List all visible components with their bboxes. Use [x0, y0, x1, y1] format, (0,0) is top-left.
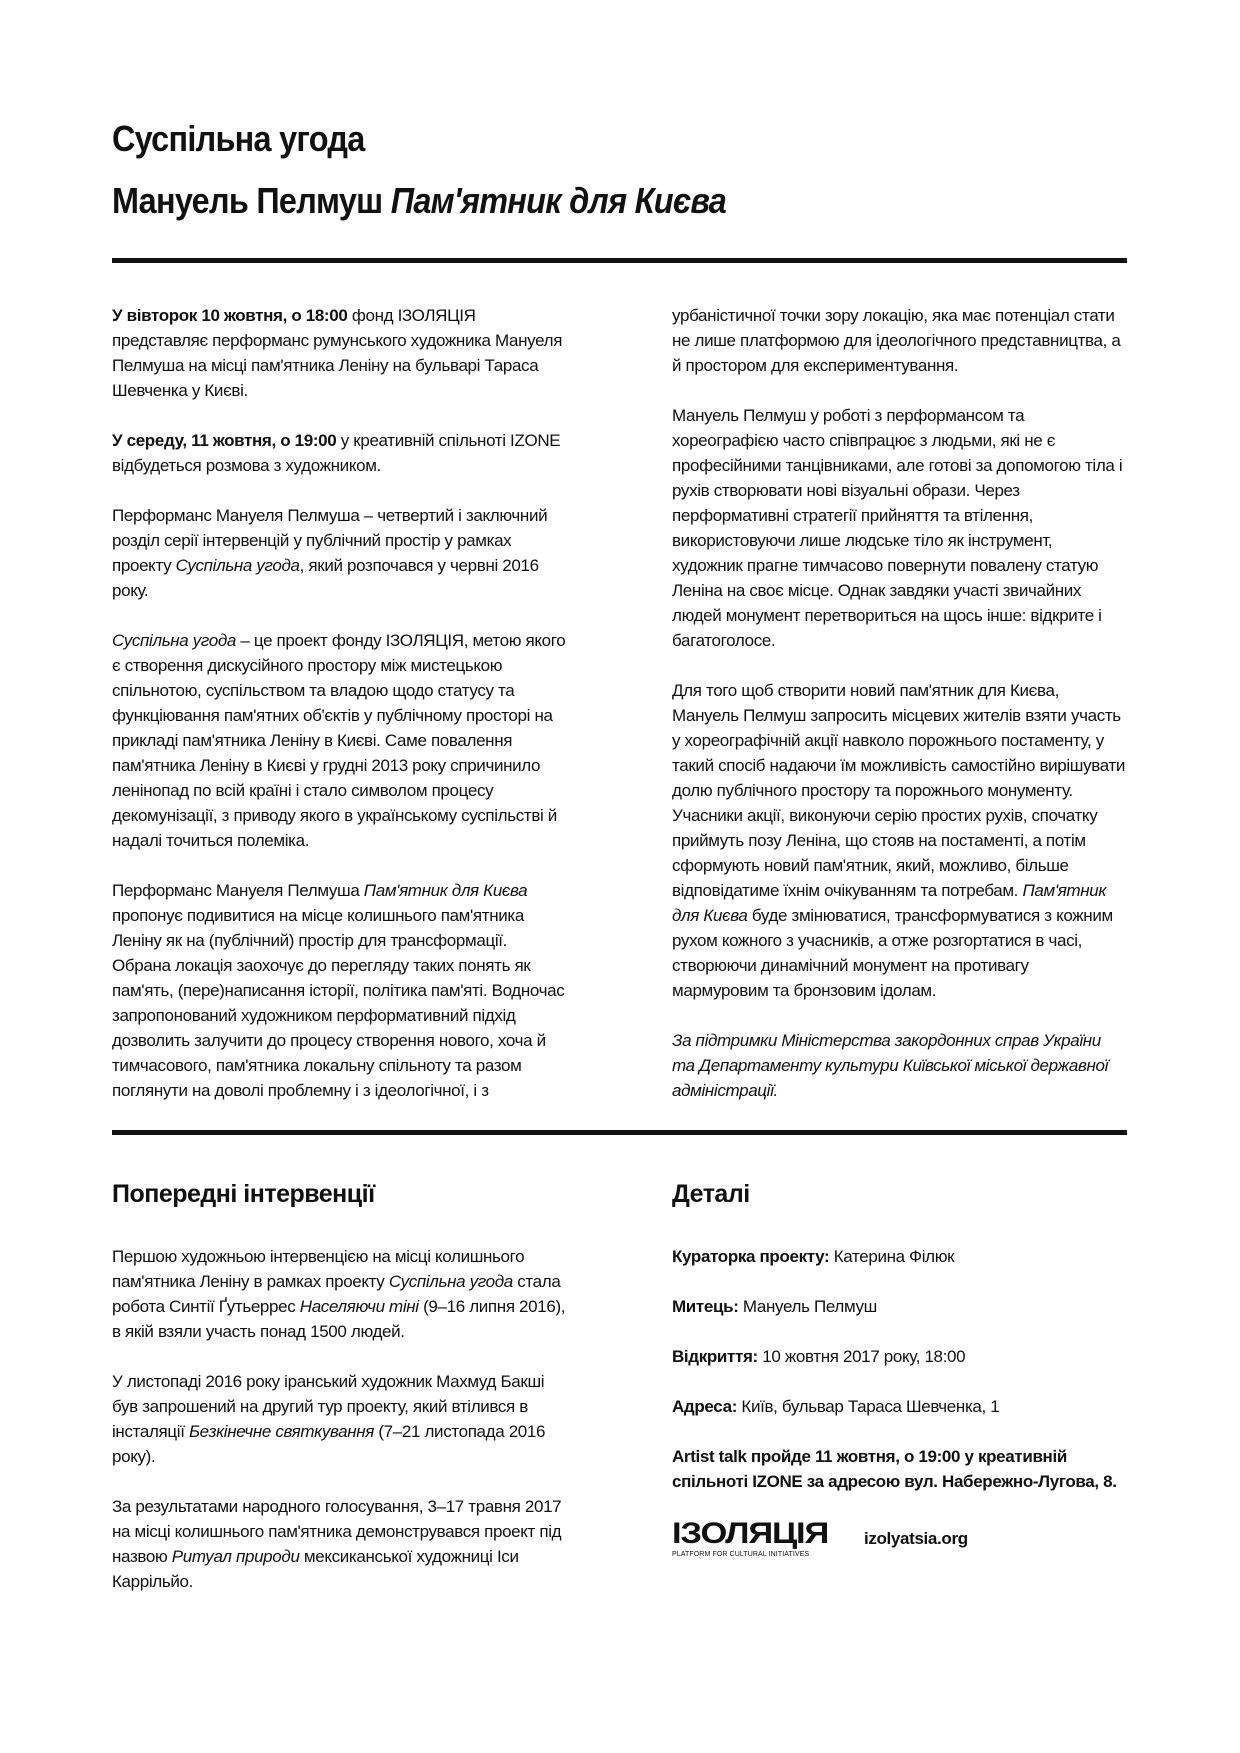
left-text-column	[112, 303, 567, 1103]
work-title: Пам'ятник для Києва	[390, 180, 727, 221]
text-run: Суспільна угода	[388, 1272, 513, 1291]
title-line-2	[112, 170, 1026, 232]
body-paragraph-3	[112, 503, 567, 603]
text-run: Перформанс Мануеля Пелмуша	[112, 881, 364, 900]
body-paragraph-2	[112, 428, 567, 478]
text-run: 10 жовтня 2017 року, 18:00	[757, 1347, 966, 1366]
body-paragraph-4	[112, 628, 567, 853]
text-run: – це проект фонду ІЗОЛЯЦІЯ, метою якого є створення дискусійного простору між мистецькою спільнотою, суспільством та владою щодо статусу та функціювання пам'ятних об'єктів у публічному просторі на прикладі пам'ятника Леніну в Києві. Саме повалення пам'ятника Леніну в Києві у грудні 2013 року спричинило ленінопад по всій країні і стало символом процесу декомунізації, з приводу якого в українському суспільстві й надалі точиться полеміка.	[112, 631, 566, 850]
text-run: У листопаді 2016 року іранський художник Махмуд Бакші був запрошений на другий тур проекту, який втілився в інсталяції	[112, 1372, 545, 1441]
text-run: (9–16 липня 2016), в якій взяли участь понад 1500 людей.	[112, 1297, 566, 1341]
text-run: Безкінечне святкування	[188, 1422, 374, 1441]
text-run: У середу, 11 жовтня, о 19:00	[112, 431, 337, 450]
text-run: Пам'ятник для Києва	[363, 881, 528, 900]
previous-interventions-heading: Попередні інтервенції	[112, 1180, 375, 1208]
text-run: Першою художньою інтервенцією на місці колишнього пам'ятника Леніну в рамках проекту	[112, 1247, 525, 1291]
body-paragraph-7	[672, 403, 1127, 653]
text-run: стала робота Синтії Ґутьеррес	[112, 1272, 561, 1316]
text-run: у креативній спільноті IZONE відбудеться розмова з художником.	[112, 431, 561, 475]
website-link[interactable]: izolyatsia.org	[864, 1529, 968, 1548]
text-run: Митець:	[672, 1297, 739, 1316]
text-run: Катерина Філюк	[829, 1247, 955, 1266]
body-paragraph-1	[112, 303, 567, 403]
text-run: Ритуал природи	[171, 1547, 300, 1566]
previous-interventions-section	[112, 1178, 567, 1594]
text-run: Для того щоб створити новий пам'ятник для Києва, Мануель Пелмуш запросить місцевих жителів взяти участь у хореографічній акції навколо порожнього постаменту, у такий спосіб надаючи їм можливість самостійно вирішувати долю публічного простору та порожнього монументу. Учасники акції, виконуючи серію простих рухів, спочатку приймуть позу Леніна, що стояв на постаменті, а потім сформують новий пам'ятник, який, можливо, більше відповідатиме їхнім очікуванням та потребам.	[672, 681, 1126, 900]
text-run: За результатами народного голосування, 3–17 травня 2017 на місці колишнього пам'ятника демонструвався проект під назвою	[112, 1497, 562, 1566]
text-run: Кураторка проекту:	[672, 1247, 830, 1266]
text-run: (7–21 листопада 2016 року).	[112, 1422, 546, 1466]
text-run: Адреса:	[672, 1397, 738, 1416]
text-run: Суспільна угода	[175, 556, 300, 575]
izolyatsia-logo	[672, 1517, 829, 1561]
artist-name-title: Мануель Пелмуш	[112, 180, 391, 221]
text-run: Київ, бульвар Тараса Шевченка, 1	[737, 1397, 1000, 1416]
previous-intervention-paragraph-3	[112, 1494, 567, 1594]
text-run: буде змінюватися, трансформуватися з кожним рухом кожного з учасників, а отже розгортатися в часі, створюючи динамічний монумент на противагу мармуровим та бронзовим ідолам.	[672, 906, 1113, 1000]
text-run: Суспільна угода	[112, 631, 237, 650]
previous-intervention-paragraph-2	[112, 1369, 567, 1469]
top-divider	[112, 258, 1127, 263]
logo-subtitle: PLATFORM FOR CULTURAL INITIATIVES	[672, 1551, 810, 1558]
previous-intervention-paragraph-1	[112, 1244, 567, 1344]
body-paragraph-5	[112, 878, 567, 1103]
text-run: , який розпочався у червні 2016 року.	[112, 556, 539, 600]
support-note	[672, 1028, 1127, 1103]
details-heading: Деталі	[672, 1180, 750, 1208]
address-detail	[672, 1394, 1127, 1419]
organization-footer	[672, 1519, 1127, 1561]
body-paragraph-6	[672, 303, 1127, 378]
text-run: Перформанс Мануеля Пелмуша – четвертий і заключний розділ серії інтервенцій у публічний простір у рамках проекту	[112, 506, 548, 575]
artist-detail	[672, 1294, 1127, 1319]
text-run: урбаністичної точки зору локацію, яка має потенціал стати не лише платформою для ідеологічного представництва, а й простором для експериментування.	[672, 306, 1121, 375]
text-run: Відкриття:	[672, 1347, 758, 1366]
title-line-1: Суспільна угода	[112, 118, 365, 159]
body-paragraph-8	[672, 678, 1127, 1003]
document-page	[112, 0, 1127, 1753]
text-run: фонд ІЗОЛЯЦІЯ представляє перформанс румунського художника Мануеля Пелмуша на місці пам'ятника Леніну на бульварі Тараса Шевченка у Києві.	[112, 306, 563, 400]
page-title	[112, 108, 1026, 232]
details-section	[672, 1178, 1127, 1561]
right-text-column	[672, 303, 1127, 1103]
details-list	[672, 1244, 1127, 1419]
text-run: У вівторок 10 жовтня, о 18:00	[112, 306, 348, 325]
text-run: Мануель Пелмуш у роботі з перформансом та хореографією часто співпрацює з людьми, які не є професійними танцівниками, але готові за допомогою тіла і рухів створювати нові візуальні образи. Через перформативні стратегії прийняття та втілення, використовуючи лише людське тіло як інструмент, художник прагне тимчасово повернути повалену статую Леніна на своє місце. Однак завдяки участі звичайних людей монумент перетвориться на щось інше: відкрите і багатоголосе.	[672, 406, 1123, 650]
middle-divider	[112, 1130, 1127, 1135]
text-run: пропонує подивитися на місце колишнього пам'ятника Леніну як на (публічний) простір для трансформації. Обрана локація заохочує до перегляду таких понять як пам'ять, (пере)написання історії, політика пам'яті. Водночас запропонований художником перформативний підхід дозволить залучити до процесу створення нового, хоча й тимчасового, пам'ятника локальну спільноту та разом поглянути на доволі проблемну і з ідеологічної, і з	[112, 906, 565, 1100]
text-run: Пам'ятник для Києва	[672, 881, 1107, 925]
text-run: Мануель Пелмуш	[738, 1297, 877, 1316]
logo-wordmark: ІЗОЛЯЦІЯ	[672, 1517, 829, 1550]
text-run: Населяючи тіні	[299, 1297, 419, 1316]
text-run: мексиканської художниці Іси Каррільйо.	[112, 1547, 519, 1591]
artist-talk-note: Artist talk пройде 11 жовтня, о 19:00 у креативній спільноті IZONE за адресою вул. Набережно-Лугова, 8.	[672, 1447, 1117, 1491]
text-run: За підтримки Міністерства закордонних справ України та Департаменту культури Київської міської державної адміністрації.	[672, 1031, 1109, 1100]
curator-detail	[672, 1244, 1127, 1269]
opening-detail	[672, 1344, 1127, 1369]
